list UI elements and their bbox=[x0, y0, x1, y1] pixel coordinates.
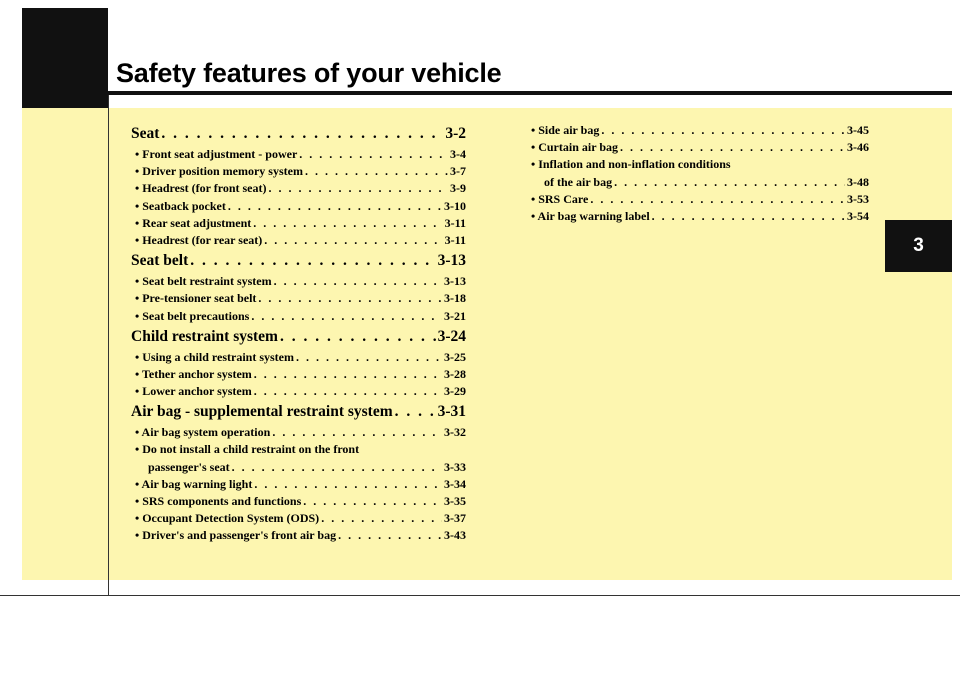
toc-subentry[interactable] bbox=[131, 232, 466, 249]
title-rule bbox=[108, 91, 952, 95]
toc-page-number: 3-33 bbox=[444, 459, 466, 474]
toc-dot-leader bbox=[254, 366, 442, 383]
toc-page-number: 3-24 bbox=[437, 327, 466, 345]
toc-dot-leader bbox=[254, 383, 442, 400]
toc-entry-label: • Headrest (for rear seat) bbox=[135, 232, 263, 247]
toc-page-number: 3-21 bbox=[444, 308, 466, 323]
toc-entry-line: • Inflation and non-inflation conditions bbox=[531, 157, 731, 172]
toc-subentry[interactable] bbox=[131, 424, 466, 441]
toc-page-number: 3-2 bbox=[445, 125, 466, 142]
toc-section-entry[interactable] bbox=[131, 249, 466, 273]
toc-page-number: 3-10 bbox=[444, 198, 466, 213]
footer-rule bbox=[0, 595, 960, 596]
toc-subentry[interactable] bbox=[527, 191, 869, 208]
toc-subentry[interactable] bbox=[131, 215, 466, 232]
toc-dot-leader bbox=[620, 139, 845, 156]
toc-subentry[interactable] bbox=[131, 308, 466, 325]
toc-entry-label: Child restraint system bbox=[131, 327, 278, 345]
toc-entry-label: • Curtain air bag bbox=[531, 140, 618, 155]
toc-section-entry[interactable] bbox=[131, 400, 466, 424]
toc-page-number: 3-34 bbox=[444, 476, 466, 491]
toc-entry-label: • Driver's and passenger's front air bag bbox=[135, 528, 337, 543]
toc-entry-label: • Rear seat adjustment bbox=[135, 215, 252, 230]
toc-dot-leader bbox=[274, 273, 442, 290]
toc-page-number: 3-29 bbox=[444, 384, 466, 399]
toc-subentry[interactable] bbox=[527, 122, 869, 139]
toc-subentry[interactable] bbox=[131, 146, 466, 163]
toc-dot-leader bbox=[614, 174, 845, 191]
toc-subentry[interactable] bbox=[131, 493, 466, 510]
toc-subentry[interactable] bbox=[527, 139, 869, 156]
toc-entry-label: • Front seat adjustment - power bbox=[135, 147, 298, 161]
toc-entry-label: • Air bag system operation bbox=[135, 425, 271, 440]
toc-page-number: 3-18 bbox=[444, 291, 466, 306]
toc-page-number: 3-31 bbox=[437, 403, 466, 421]
toc-entry-label: • Lower anchor system bbox=[135, 384, 252, 399]
toc-page-number: 3-54 bbox=[847, 208, 869, 223]
toc-page-number: 3-28 bbox=[444, 366, 466, 381]
toc-dot-leader bbox=[269, 180, 448, 197]
toc-dot-leader bbox=[228, 198, 442, 215]
toc-entry-label: Seat bbox=[131, 125, 160, 142]
toc-dot-leader bbox=[251, 308, 442, 325]
header-black-block bbox=[22, 8, 108, 108]
toc-dot-leader bbox=[161, 122, 443, 146]
toc-page-number: 3-13 bbox=[437, 252, 466, 270]
toc-subentry[interactable] bbox=[131, 349, 466, 366]
toc-page-number: 3-53 bbox=[847, 191, 869, 206]
toc-page-number: 3-4 bbox=[450, 147, 466, 161]
toc-page-number: 3-45 bbox=[847, 123, 869, 137]
toc-dot-leader bbox=[338, 527, 442, 544]
toc-entry-label: • SRS Care bbox=[531, 191, 589, 206]
toc-page-number: 3-13 bbox=[444, 274, 466, 289]
page-title: Safety features of your vehicle bbox=[116, 58, 502, 88]
toc-dot-leader bbox=[395, 400, 436, 424]
toc-dot-leader bbox=[280, 325, 436, 349]
toc-dot-leader bbox=[652, 208, 845, 225]
toc-entry-label: • Side air bag bbox=[531, 123, 600, 137]
toc-dot-leader bbox=[590, 191, 845, 208]
toc-entry-line: • Do not install a child restraint on the front bbox=[135, 442, 360, 457]
toc-dot-leader bbox=[321, 510, 442, 527]
toc-page-number: 3-48 bbox=[847, 174, 869, 189]
toc-entry-label: • Driver position memory system bbox=[135, 164, 303, 179]
toc-page-number: 3-46 bbox=[847, 140, 869, 155]
toc-dot-leader bbox=[264, 232, 442, 249]
toc-entry-label: Air bag - supplemental restraint system bbox=[131, 403, 393, 421]
toc-subentry[interactable] bbox=[527, 174, 869, 191]
toc-page-number: 3-9 bbox=[450, 181, 466, 196]
toc-dot-leader bbox=[258, 290, 442, 307]
toc-subentry[interactable] bbox=[131, 180, 466, 197]
toc-page-number: 3-37 bbox=[444, 511, 466, 526]
toc-entry-label: • Headrest (for front seat) bbox=[135, 181, 267, 196]
chapter-tab[interactable]: 3 bbox=[885, 220, 952, 272]
toc-subentry[interactable] bbox=[527, 208, 869, 225]
toc-subentry[interactable] bbox=[131, 290, 466, 307]
toc-subentry[interactable] bbox=[131, 476, 466, 493]
toc-subentry[interactable] bbox=[131, 198, 466, 215]
toc-subentry[interactable] bbox=[131, 459, 466, 476]
toc-entry-label: • Seat belt restraint system bbox=[135, 274, 272, 289]
toc-entry-label: • Using a child restraint system bbox=[135, 349, 294, 364]
toc-dot-leader bbox=[303, 493, 442, 510]
toc-subentry[interactable] bbox=[131, 527, 466, 544]
toc-entry-label: • Seat belt precautions bbox=[135, 308, 250, 323]
toc-entry-label: • Air bag warning light bbox=[135, 476, 253, 491]
toc-dot-leader bbox=[299, 146, 448, 163]
toc-entry-label: Seat belt bbox=[131, 252, 189, 270]
toc-entry-label: • Air bag warning label bbox=[531, 208, 650, 223]
toc-dot-leader bbox=[232, 459, 442, 476]
margin-line bbox=[108, 95, 109, 595]
toc-entry-label: • SRS components and functions bbox=[135, 494, 302, 508]
toc-dot-leader bbox=[296, 349, 442, 366]
toc-page-number: 3-7 bbox=[450, 164, 466, 179]
toc-page-number: 3-11 bbox=[444, 232, 466, 247]
toc-right-column bbox=[527, 122, 869, 225]
toc-subentry[interactable] bbox=[131, 366, 466, 383]
toc-subentry[interactable] bbox=[131, 510, 466, 527]
toc-page-number: 3-25 bbox=[444, 349, 466, 364]
toc-dot-leader bbox=[190, 249, 435, 273]
toc-entry-label: • Occupant Detection System (ODS) bbox=[135, 511, 320, 526]
toc-dot-leader bbox=[254, 476, 442, 493]
toc-left-column bbox=[131, 122, 466, 545]
toc-section-entry[interactable] bbox=[131, 325, 466, 349]
toc-dot-leader bbox=[253, 215, 442, 232]
toc-entry-label: of the air bag bbox=[544, 174, 613, 189]
toc-page-number: 3-11 bbox=[444, 215, 466, 230]
toc-section-entry[interactable] bbox=[131, 122, 466, 146]
toc-subentry[interactable] bbox=[131, 163, 466, 180]
toc-entry-label: passenger's seat bbox=[148, 459, 230, 474]
toc-entry-label: • Pre-tensioner seat belt bbox=[135, 291, 257, 306]
toc-dot-leader bbox=[305, 163, 448, 180]
toc-dot-leader bbox=[601, 122, 845, 139]
toc-dot-leader bbox=[272, 424, 442, 441]
toc-page-number: 3-35 bbox=[444, 494, 466, 508]
toc-page-number: 3-32 bbox=[444, 425, 466, 440]
toc-entry-label: • Seatback pocket bbox=[135, 198, 226, 213]
toc-subentry[interactable] bbox=[131, 273, 466, 290]
toc-entry-label: • Tether anchor system bbox=[135, 366, 252, 381]
toc-subentry[interactable] bbox=[131, 383, 466, 400]
toc-page-number: 3-43 bbox=[444, 528, 466, 543]
